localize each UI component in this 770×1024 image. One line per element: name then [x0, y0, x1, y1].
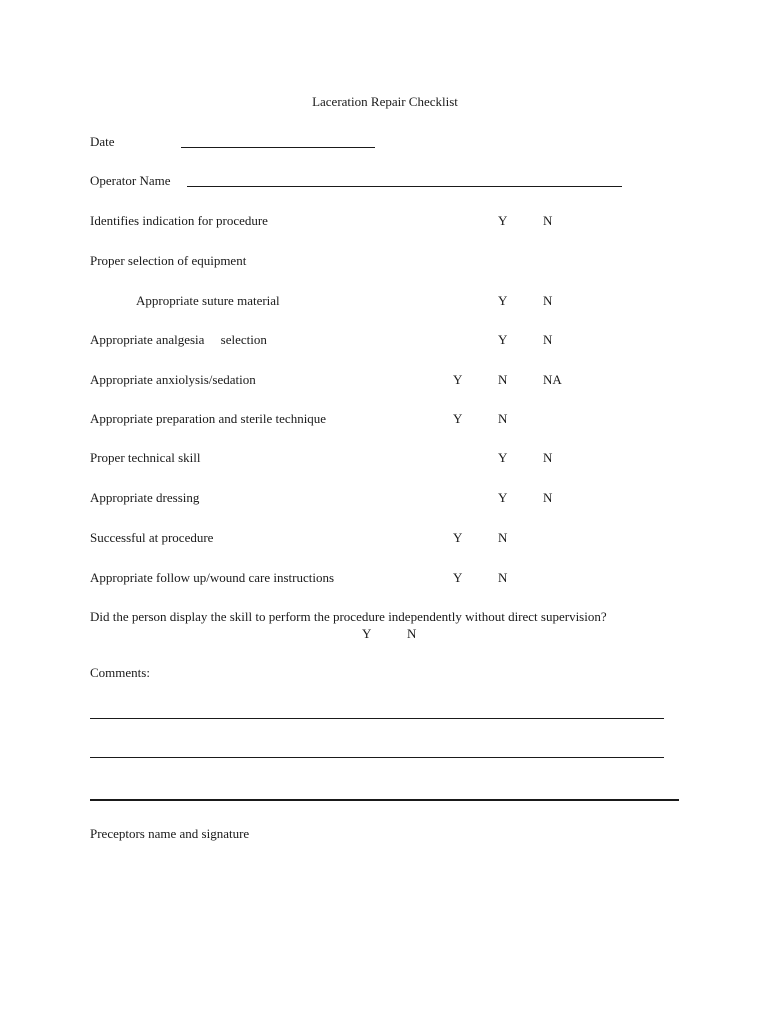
page-title: Laceration Repair Checklist — [312, 94, 458, 109]
item-successful-yes[interactable]: Y — [453, 530, 463, 545]
comments-line-1[interactable] — [90, 718, 664, 719]
independence-no[interactable]: N — [407, 626, 417, 641]
item-successful-no[interactable]: N — [498, 530, 508, 545]
item-analgesia-no[interactable]: N — [543, 332, 553, 347]
item-followup-label: Appropriate follow up/wound care instructions — [90, 570, 335, 585]
item-suture-no[interactable]: N — [543, 293, 553, 308]
item-analgesia-label: Appropriate analgesia selection — [90, 332, 267, 347]
item-anxiolysis-na[interactable]: NA — [543, 372, 562, 387]
item-suture-yes[interactable]: Y — [498, 293, 508, 308]
item-sterile-label: Appropriate preparation and sterile technique — [90, 411, 327, 426]
item-anxiolysis-yes[interactable]: Y — [453, 372, 463, 387]
item-successful-label: Successful at procedure — [90, 530, 214, 545]
item-dressing-label: Appropriate dressing — [90, 490, 200, 505]
item-technical-yes[interactable]: Y — [498, 450, 508, 465]
comments-label: Comments: — [90, 665, 150, 680]
item-dressing-no[interactable]: N — [543, 490, 553, 505]
item-sterile-yes[interactable]: Y — [453, 411, 463, 426]
comments-line-2[interactable] — [90, 757, 664, 758]
item-analgesia-yes[interactable]: Y — [498, 332, 508, 347]
preceptor-signature-label: Preceptors name and signature — [90, 826, 250, 841]
item-sterile-no[interactable]: N — [498, 411, 508, 426]
operator-name-label: Operator Name — [90, 173, 171, 188]
signature-line[interactable] — [90, 799, 679, 801]
independence-yes[interactable]: Y — [362, 626, 372, 641]
item-suture-label: Appropriate suture material — [136, 293, 280, 308]
item-dressing-yes[interactable]: Y — [498, 490, 508, 505]
item-indication-label: Identifies indication for procedure — [90, 213, 268, 228]
item-technical-label: Proper technical skill — [90, 450, 201, 465]
item-equipment-header: Proper selection of equipment — [90, 253, 247, 268]
item-technical-no[interactable]: N — [543, 450, 553, 465]
item-followup-no[interactable]: N — [498, 570, 508, 585]
item-indication-yes[interactable]: Y — [498, 213, 508, 228]
operator-name-field[interactable] — [187, 175, 622, 187]
independence-question: Did the person display the skill to perform the procedure independently without direct supervision? — [90, 609, 607, 624]
date-field[interactable] — [181, 136, 375, 148]
item-indication-no[interactable]: N — [543, 213, 553, 228]
item-anxiolysis-no[interactable]: N — [498, 372, 508, 387]
item-anxiolysis-label: Appropriate anxiolysis/sedation — [90, 372, 256, 387]
item-followup-yes[interactable]: Y — [453, 570, 463, 585]
date-label: Date — [90, 134, 115, 149]
